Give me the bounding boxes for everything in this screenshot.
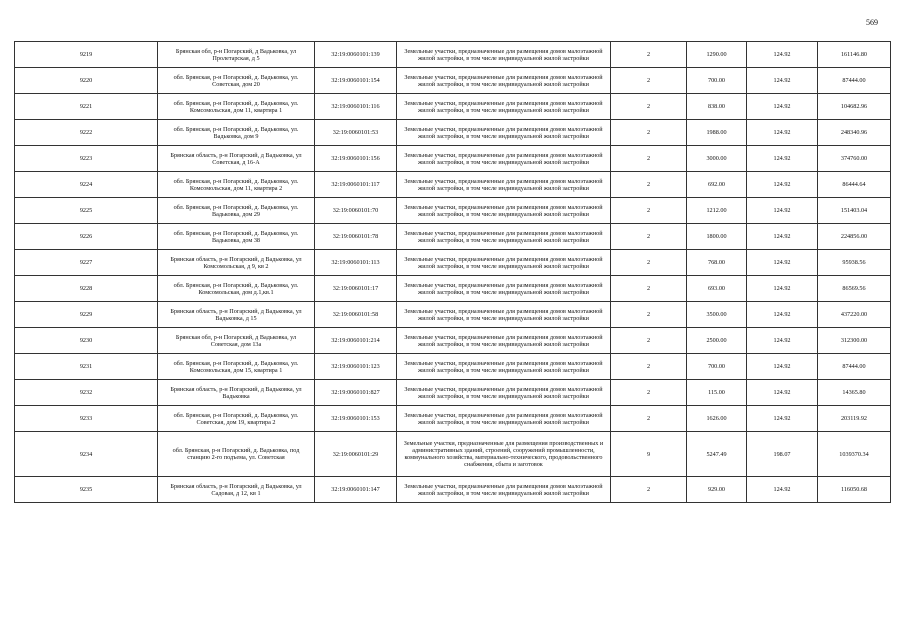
land-use-cell: Земельные участки, предназначенные для размещения домов малоэтажной жилой застройки, в том числе индивидуальной жилой застройки [397,477,611,503]
table-row [15,276,891,302]
table-row [15,198,891,224]
table-row [15,224,891,250]
group-cell: 2 [611,172,687,198]
area-cell: 2500.00 [687,328,747,354]
group-cell: 2 [611,250,687,276]
cadastral-value-cell: 87444.00 [818,68,891,94]
group-cell: 2 [611,276,687,302]
land-register-table [14,41,891,503]
rate-cell: 124.92 [747,380,818,406]
land-use-cell: Земельные участки, предназначенные для размещения домов малоэтажной жилой застройки, в том числе индивидуальной жилой застройки [397,250,611,276]
cadastral-value-cell: 87444.00 [818,354,891,380]
address-cell: Брянская область, р-н Погарский, д Вадьковка, ул Комсомольская, д 9, кв 2 [158,250,315,276]
land-use-cell: Земельные участки, предназначенные для размещения домов малоэтажной жилой застройки, в том числе индивидуальной жилой застройки [397,406,611,432]
row-number-cell: 9231 [15,354,158,380]
page-number: 569 [866,18,878,27]
group-cell: 2 [611,42,687,68]
address-cell: обл. Брянская, р-н Погарский, д. Вадьковка, ул. Комсомольская, дом д.1,кв.1 [158,276,315,302]
cadastral-number-cell: 32:19:0060101:29 [315,432,397,477]
address-cell: обл. Брянская, р-н Погарский, д. Вадьковка, ул. Советская, дом 20 [158,68,315,94]
cadastral-number-cell: 32:19:0060101:113 [315,250,397,276]
row-number-cell: 9232 [15,380,158,406]
rate-cell: 124.92 [747,68,818,94]
row-number-cell: 9235 [15,477,158,503]
cadastral-value-cell: 151403.04 [818,198,891,224]
row-number-cell: 9225 [15,198,158,224]
land-use-cell: Земельные участки, предназначенные для размещения домов малоэтажной жилой застройки, в том числе индивидуальной жилой застройки [397,172,611,198]
cadastral-number-cell: 32:19:0060101:154 [315,68,397,94]
cadastral-value-cell: 86569.56 [818,276,891,302]
row-number-cell: 9226 [15,224,158,250]
address-cell: обл. Брянская, р-н Погарский, д. Вадьковка, ул. Вадьковка, дом 9 [158,120,315,146]
row-number-cell: 9222 [15,120,158,146]
rate-cell: 124.92 [747,146,818,172]
rate-cell: 124.92 [747,406,818,432]
cadastral-value-cell: 116050.68 [818,477,891,503]
area-cell: 1626.00 [687,406,747,432]
row-number-cell: 9228 [15,276,158,302]
cadastral-value-cell: 312300.00 [818,328,891,354]
group-cell: 2 [611,120,687,146]
rate-cell: 124.92 [747,42,818,68]
row-number-cell: 9219 [15,42,158,68]
cadastral-value-cell: 203119.92 [818,406,891,432]
cadastral-number-cell: 32:19:0060101:53 [315,120,397,146]
row-number-cell: 9233 [15,406,158,432]
row-number-cell: 9227 [15,250,158,276]
table-row [15,328,891,354]
rate-cell: 124.92 [747,120,818,146]
table-row [15,120,891,146]
table-row [15,146,891,172]
land-use-cell: Земельные участки, предназначенные для размещения домов малоэтажной жилой застройки, в том числе индивидуальной жилой застройки [397,328,611,354]
area-cell: 838.00 [687,94,747,120]
rate-cell: 124.92 [747,276,818,302]
rate-cell: 124.92 [747,302,818,328]
area-cell: 1800.00 [687,224,747,250]
table-row [15,172,891,198]
group-cell: 2 [611,224,687,250]
address-cell: обл. Брянская, р-н Погарский, д. Вадьковка, ул. Комсомольская, дом 11, квартира 1 [158,94,315,120]
table-row [15,406,891,432]
land-use-cell: Земельные участки, предназначенные для размещения домов малоэтажной жилой застройки, в том числе индивидуальной жилой застройки [397,224,611,250]
cadastral-number-cell: 32:19:0060101:156 [315,146,397,172]
address-cell: обл. Брянская, р-н Погарский, д. Вадьковка, ул. Вадьковка, дом 38 [158,224,315,250]
cadastral-number-cell: 32:19:0060101:78 [315,224,397,250]
cadastral-number-cell: 32:19:0060101:58 [315,302,397,328]
area-cell: 3500.00 [687,302,747,328]
address-cell: Брянская обл, р-н Погарский, д Вадьковка, ул Советская, дом 13а [158,328,315,354]
cadastral-value-cell: 1039370.34 [818,432,891,477]
area-cell: 768.00 [687,250,747,276]
land-use-cell: Земельные участки, предназначенные для размещения домов малоэтажной жилой застройки, в том числе индивидуальной жилой застройки [397,146,611,172]
cadastral-number-cell: 32:19:0060101:147 [315,477,397,503]
cadastral-number-cell: 32:19:0060101:116 [315,94,397,120]
address-cell: обл. Брянская, р-н Погарский, д. Вадьковка, ул. Комсомольская, дом 11, квартира 2 [158,172,315,198]
land-use-cell: Земельные участки, предназначенные для размещения домов малоэтажной жилой застройки, в том числе индивидуальной жилой застройки [397,354,611,380]
land-use-cell: Земельные участки, предназначенные для размещения домов малоэтажной жилой застройки, в том числе индивидуальной жилой застройки [397,302,611,328]
area-cell: 1988.00 [687,120,747,146]
table-row [15,250,891,276]
land-use-cell: Земельные участки, предназначенные для размещения домов малоэтажной жилой застройки, в том числе индивидуальной жилой застройки [397,94,611,120]
row-number-cell: 9220 [15,68,158,94]
cadastral-number-cell: 32:19:0060101:214 [315,328,397,354]
group-cell: 2 [611,354,687,380]
address-cell: обл. Брянская, р-н Погарский, д. Вадьковка, ул. Комсомольская, дом 15, квартира 1 [158,354,315,380]
area-cell: 700.00 [687,354,747,380]
area-cell: 1290.00 [687,42,747,68]
area-cell: 929.00 [687,477,747,503]
address-cell: обл. Брянская, р-н Погарский, д. Вадьковка, ул. Вадьковка, дом 29 [158,198,315,224]
rate-cell: 124.92 [747,94,818,120]
area-cell: 1212.00 [687,198,747,224]
table-row [15,354,891,380]
land-use-cell: Земельные участки, предназначенные для размещения домов малоэтажной жилой застройки, в том числе индивидуальной жилой застройки [397,198,611,224]
address-cell: Брянская обл, р-н Погарский, д Вадьковка, ул Пролетарская, д 5 [158,42,315,68]
row-number-cell: 9223 [15,146,158,172]
cadastral-value-cell: 437220.00 [818,302,891,328]
land-use-cell: Земельные участки, предназначенные для размещения домов малоэтажной жилой застройки, в том числе индивидуальной жилой застройки [397,68,611,94]
group-cell: 2 [611,302,687,328]
cadastral-value-cell: 95938.56 [818,250,891,276]
rate-cell: 124.92 [747,250,818,276]
group-cell: 2 [611,328,687,354]
cadastral-value-cell: 161146.80 [818,42,891,68]
table-row [15,432,891,477]
cadastral-value-cell: 374760.00 [818,146,891,172]
area-cell: 115.00 [687,380,747,406]
land-use-cell: Земельные участки, предназначенные для размещения домов малоэтажной жилой застройки, в том числе индивидуальной жилой застройки [397,276,611,302]
rate-cell: 124.92 [747,172,818,198]
cadastral-number-cell: 32:19:0060101:117 [315,172,397,198]
rate-cell: 124.92 [747,477,818,503]
cadastral-number-cell: 32:19:0060101:123 [315,354,397,380]
land-use-cell: Земельные участки, предназначенные для размещения домов малоэтажной жилой застройки, в том числе индивидуальной жилой застройки [397,42,611,68]
cadastral-value-cell: 248340.96 [818,120,891,146]
row-number-cell: 9221 [15,94,158,120]
cadastral-number-cell: 32:19:0060101:70 [315,198,397,224]
cadastral-value-cell: 104682.96 [818,94,891,120]
group-cell: 2 [611,146,687,172]
table-row [15,42,891,68]
address-cell: Брянская область, р-н Погарский, д Вадьковка, ул Садовая, д 12, кв 1 [158,477,315,503]
row-number-cell: 9234 [15,432,158,477]
cadastral-value-cell: 224856.00 [818,224,891,250]
land-use-cell: Земельные участки, предназначенные для размещения домов малоэтажной жилой застройки, в том числе индивидуальной жилой застройки [397,380,611,406]
group-cell: 2 [611,94,687,120]
land-use-cell: Земельные участки, предназначенные для размещения домов малоэтажной жилой застройки, в том числе индивидуальной жилой застройки [397,120,611,146]
table-row [15,68,891,94]
rate-cell: 198.07 [747,432,818,477]
cadastral-number-cell: 32:19:0060101:153 [315,406,397,432]
address-cell: обл. Брянская, р-н Погарский, д. Вадьковка, под станцию 2-го подъема, ул. Советская [158,432,315,477]
rate-cell: 124.92 [747,354,818,380]
group-cell: 2 [611,198,687,224]
area-cell: 700.00 [687,68,747,94]
area-cell: 3000.00 [687,146,747,172]
cadastral-number-cell: 32:19:0060101:139 [315,42,397,68]
address-cell: Брянская область, р-н Погарский, д Вадьковка, ул Вадьковка [158,380,315,406]
address-cell: обл. Брянская, р-н Погарский, д. Вадьковка, ул. Советская, дом 19, квартира 2 [158,406,315,432]
cadastral-value-cell: 14365.80 [818,380,891,406]
table-row [15,477,891,503]
cadastral-value-cell: 86444.64 [818,172,891,198]
group-cell: 2 [611,477,687,503]
address-cell: Брянская область, р-н Погарский, д Вадьковка, ул Вадьковка, д 15 [158,302,315,328]
area-cell: 692.00 [687,172,747,198]
row-number-cell: 9230 [15,328,158,354]
row-number-cell: 9224 [15,172,158,198]
rate-cell: 124.92 [747,328,818,354]
cadastral-number-cell: 32:19:0060101:827 [315,380,397,406]
table-row [15,94,891,120]
area-cell: 693.00 [687,276,747,302]
group-cell: 2 [611,380,687,406]
group-cell: 2 [611,68,687,94]
rate-cell: 124.92 [747,224,818,250]
group-cell: 9 [611,432,687,477]
rate-cell: 124.92 [747,198,818,224]
address-cell: Брянская область, р-н Погарский, д Вадьковка, ул Советская, д 16-А [158,146,315,172]
table-row [15,302,891,328]
land-use-cell: Земельные участки, предназначенные для размещения производственных и административных зданий, строений, сооружений промышленности, коммунального хозяйства, материально-технического, продовольственного снабжения, сбыта и заготовок [397,432,611,477]
cadastral-number-cell: 32:19:0060101:17 [315,276,397,302]
area-cell: 5247.49 [687,432,747,477]
group-cell: 2 [611,406,687,432]
row-number-cell: 9229 [15,302,158,328]
table-row [15,380,891,406]
